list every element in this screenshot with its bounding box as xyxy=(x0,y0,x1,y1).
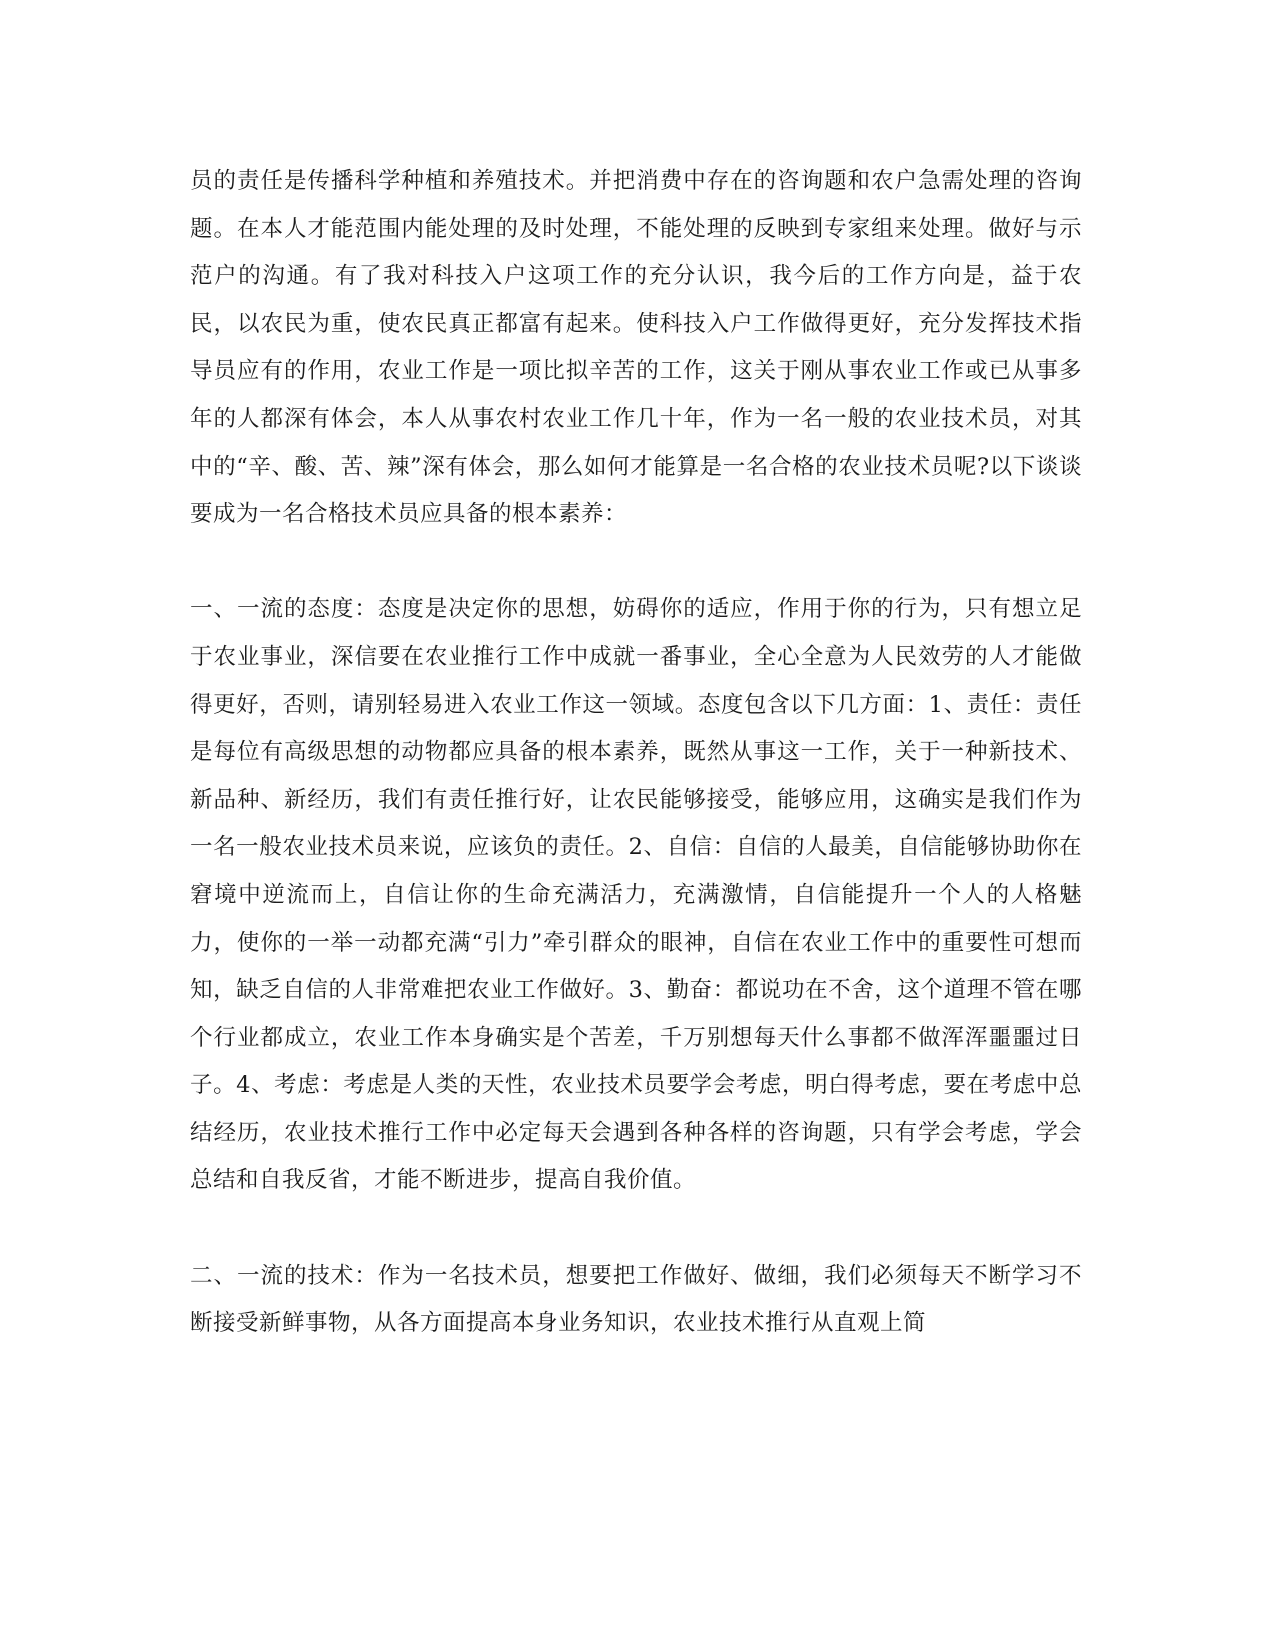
paragraph-section-two: 二、一流的技术：作为一名技术员，想要把工作做好、做细，我们必须每天不断学习不断接受新鲜事物，从各方面提高本身业务知识，农业技术推行从直观上简 xyxy=(190,1262,1082,1337)
document-body xyxy=(190,158,1082,1348)
paragraph-section-one: 一、一流的态度：态度是决定你的思想，妨碍你的适应，作用于你的行为，只有想立足于农业事业，深信要在农业推行工作中成就一番事业，全心全意为人民效劳的人才能做得更好，否则，请别轻易进入农业工作这一领域。态度包含以下几方面：1、责任：责任是每位有高级思想的动物都应具备的根本素养，既然从事这一工作，关于一种新技术、新品种、新经历，我们有责任推行好，让农民能够接受，能够应用，这确实是我们作为一名一般农业技术员来说，应该负的责任。2、自信：自信的人最美，自信能够协助你在窘境中逆流而上，自信让你的生命充满活力，充满激情，自信能提升一个人的人格魅力，使你的一举一动都充满“引力”牵引群众的眼神，自信在农业工作中的重要性可想而知，缺乏自信的人非常难把农业工作做好。3、勤奋：都说功在不舍，这个道理不管在哪个行业都成立，农业工作本身确实是个苦差，千万别想每天什么事都不做浑浑噩噩过日子。4、考虑：考虑是人类的天性，农业技术员要学会考虑，明白得考虑，要在考虑中总结经历，农业技术推行工作中必定每天会遇到各种各样的咨询题，只有学会考虑，学会总结和自我反省，才能不断进步，提高自我价值。 xyxy=(190,596,1082,1194)
paragraph-intro: 员的责任是传播科学种植和养殖技术。并把消费中存在的咨询题和农户急需处理的咨询题。在本人才能范围内能处理的及时处理，不能处理的反映到专家组来处理。做好与示范户的沟通。有了我对科技入户这项工作的充分认识，我今后的工作方向是，益于农民，以农民为重，使农民真正都富有起来。使科技入户工作做得更好，充分发挥技术指导员应有的作用，农业工作是一项比拟辛苦的工作，这关于刚从事农业工作或已从事多年的人都深有体会，本人从事农村农业工作几十年，作为一名一般的农业技术员，对其中的“辛、酸、苦、辣”深有体会，那么如何才能算是一名合格的农业技术员呢?以下谈谈要成为一名合格技术员应具备的根本素养： xyxy=(190,168,1082,528)
paragraph-gap xyxy=(190,1205,1082,1253)
paragraph-gap xyxy=(190,539,1082,587)
